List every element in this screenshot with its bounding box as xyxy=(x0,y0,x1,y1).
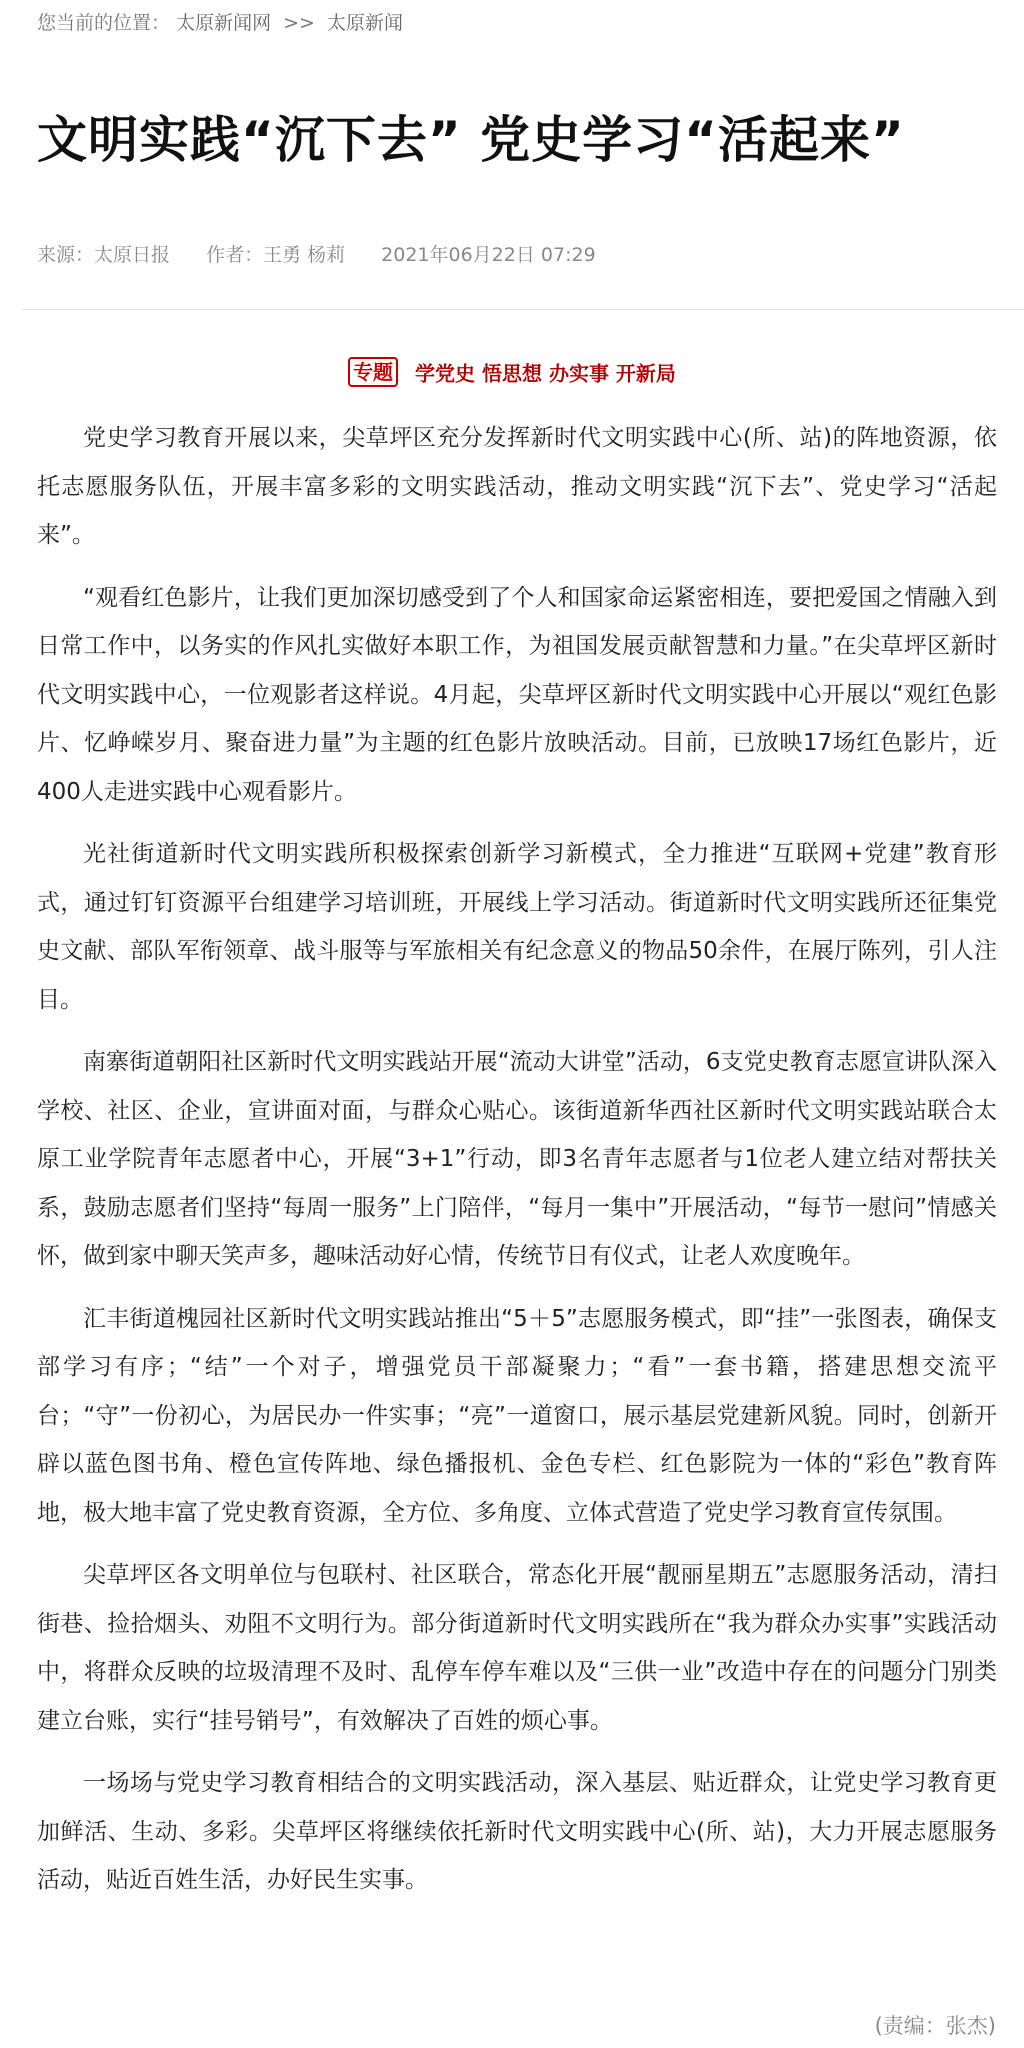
breadcrumb xyxy=(37,8,403,35)
article-editor: (责编：张杰) xyxy=(874,2014,996,2038)
topic-badge-icon: 专题 xyxy=(348,357,398,387)
breadcrumb-separator: >> xyxy=(283,12,315,34)
topic-banner-text: 学党史 悟思想 办实事 开新局 xyxy=(415,361,676,386)
article-paragraph-5: 汇丰街道槐园社区新时代文明实践站推出“5＋5”志愿服务模式，即“挂”一张图表，确保支部学习有序；“结”一个对子，增强党员干部凝聚力；“看”一套书籍，搭建思想交流平台；“守”一份初心，为居民办一件实事；“亮”一道窗口，展示基层党建新风貌。同时，创新开辟以蓝色图书角、橙色宣传阵地、绿色播报机、金色专栏、红色影院为一体的“彩色”教育阵地，极大地丰富了党史教育资源，全方位、多角度、立体式营造了党史学习教育宣传氛围。 xyxy=(37,1305,997,1526)
article-body xyxy=(37,414,997,1919)
breadcrumb-label: 您当前的位置： xyxy=(37,12,171,34)
article-paragraph-7: 一场场与党史学习教育相结合的文明实践活动，深入基层、贴近群众，让党史学习教育更加鲜活、生动、多彩。尖草坪区将继续依托新时代文明实践中心(所、站)，大力开展志愿服务活动，贴近百姓生活，办好民生实事。 xyxy=(37,1770,997,1893)
article-paragraph-6: 尖草坪区各文明单位与包联村、社区联合，常态化开展“靓丽星期五”志愿服务活动，清扫街巷、捡拾烟头、劝阻不文明行为。部分街道新时代文明实践所在“我为群众办实事”实践活动中，将群众反映的垃圾清理不及时、乱停车停车难以及“三供一业”改造中存在的问题分门别类建立台账，实行“挂号销号”，有效解决了百姓的烦心事。 xyxy=(37,1562,997,1734)
article-source: 来源：太原日报 xyxy=(37,244,171,266)
article-paragraph-3: 光社街道新时代文明实践所积极探索创新学习新模式，全力推进“互联网+党建”教育形式，通过钉钉资源平台组建学习培训班，开展线上学习活动。街道新时代文明实践所还征集党史文献、部队军衔领章、战斗服等与军旅相关有纪念意义的物品50余件，在展厅陈列，引人注目。 xyxy=(37,841,997,1013)
header-divider xyxy=(22,309,1024,310)
article-paragraph-4: 南寨街道朝阳社区新时代文明实践站开展“流动大讲堂”活动，6支党史教育志愿宣讲队深入学校、社区、企业，宣讲面对面，与群众心贴心。该街道新华西社区新时代文明实践站联合太原工业学院青年志愿者中心，开展“3+1”行动，即3名青年志愿者与1位老人建立结对帮扶关系，鼓励志愿者们坚持“每周一服务”上门陪伴，“每月一集中”开展活动，“每节一慰问”情感关怀，做到家中聊天笑声多，趣味活动好心情，传统节日有仪式，让老人欢度晚年。 xyxy=(37,1049,997,1269)
article-meta xyxy=(37,240,626,267)
topic-banner[interactable] xyxy=(0,357,1024,387)
article-author: 作者：王勇 杨莉 xyxy=(206,244,346,266)
article-title: 文明实践“沉下去” 党史学习“活起来” xyxy=(37,111,905,169)
article-paragraph-1: 党史学习教育开展以来，尖草坪区充分发挥新时代文明实践中心(所、站)的阵地资源，依托志愿服务队伍，开展丰富多彩的文明实践活动，推动文明实践“沉下去”、党史学习“活起来”。 xyxy=(37,425,997,548)
breadcrumb-link-site[interactable]: 太原新闻网 xyxy=(176,12,272,34)
breadcrumb-link-section[interactable]: 太原新闻 xyxy=(327,12,404,34)
article-datetime: 2021年06月22日 07:29 xyxy=(381,244,596,266)
article-paragraph-2: “观看红色影片，让我们更加深切感受到了个人和国家命运紧密相连，要把爱国之情融入到日常工作中，以务实的作风扎实做好本职工作，为祖国发展贡献智慧和力量。”在尖草坪区新时代文明实践中心，一位观影者这样说。4月起，尖草坪区新时代文明实践中心开展以“观红色影片、忆峥嵘岁月、聚奋进力量”为主题的红色影片放映活动。目前，已放映17场红色影片，近400人走进实践中心观看影片。 xyxy=(37,584,997,805)
